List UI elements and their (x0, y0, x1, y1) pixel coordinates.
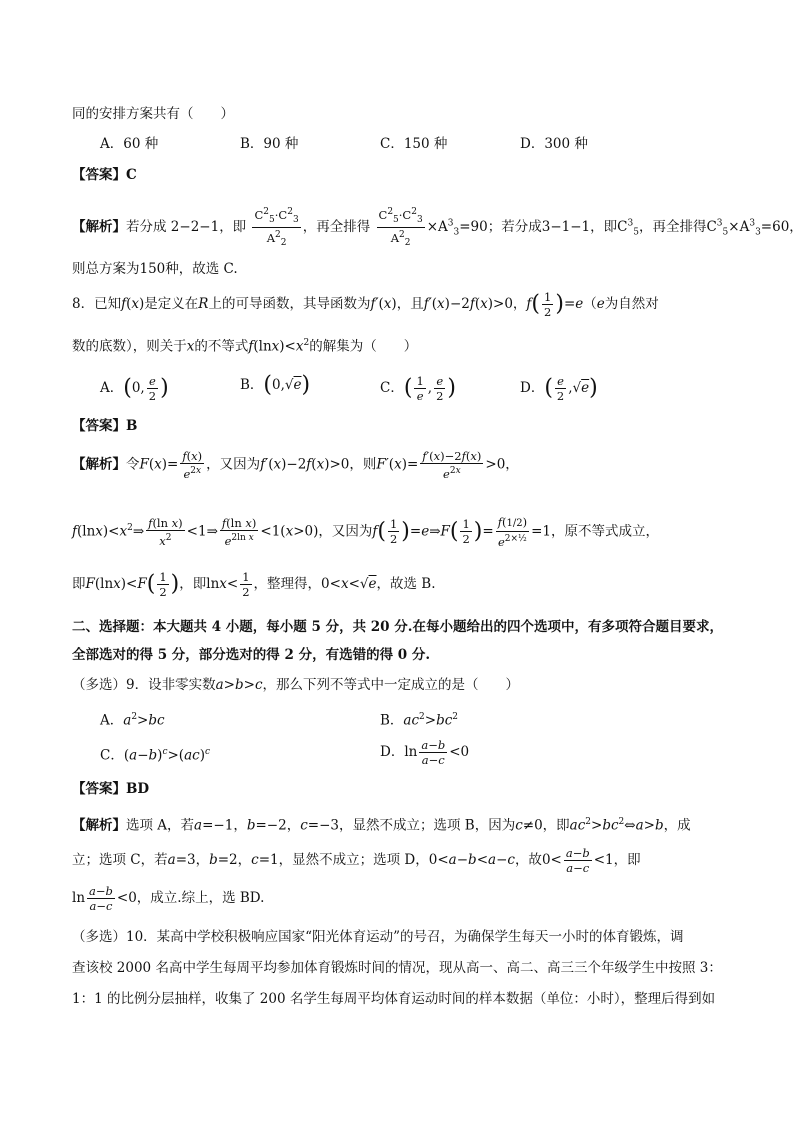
math-expr: 3−1−1 (541, 219, 591, 236)
math-expr: $C^3_5\times A^3_3=60$ (706, 218, 790, 238)
q10-stem-line2: 查该校 2000 名高中学生每周平均参加体育锻炼时间的情况，现从高一、高二、高三三个年级学生中按照 3： (72, 960, 722, 976)
math-expr: $\times A^3_3=90$ (426, 218, 488, 238)
section2-heading-line2: 全部选对的得 5 分，部分选对的得 2 分，有选错的得 0 分. (72, 647, 431, 663)
analysis-label: 【解析】 (72, 219, 126, 236)
q9-analysis-line1: 【解析】选项 A，若a=−1，b=−2，c=−3，显然不成立；选项 B，因为c≠0，即$ac^2>bc^2\Leftrightarrow a>b$，成 (72, 817, 691, 834)
math-fraction: $\frac{C^2_5\cdot C^2_3}{A^2_2}$ (378, 207, 423, 249)
q7-analysis-line1: 【解析】若分成 2−2−1，即 $\frac{C^2_5\cdot C^2_3}{A^2_2}$ ，再全排得 $\frac{C^2_5\cdot C^2_3}{A^2_2}$ $\times A^3_3=90$；若分成3−1−1，即$C^3_5$，再全排得$C^3_5\times A^3_3=60$， (72, 207, 803, 249)
q9-option-b: B．$ac^2>bc^2$ (380, 712, 459, 729)
q8-analysis-line1: 【解析】令F(x)= $\frac{f(x)}{e^{2x}}$ ，又因为f′(x)−2f(x)>0，则F′(x)= $\frac{f'(x)-2f(x)}{e^{2x}}$ >0， (72, 449, 519, 481)
q10-stem-line3: 1：1 的比例分层抽样，收集了 200 名学生每周平均体育运动时间的样本数据（单位：小时），整理后得到如 (72, 991, 716, 1007)
section2-heading-line1: 二、选择题：本大题共 4 小题，每小题 5 分，共 20 分.在每小题给出的四个选项中，有多项符合题目要求， (72, 619, 723, 635)
q8-answer: 【答案】B (72, 418, 138, 434)
q7-option-a: A．60 种 (100, 136, 159, 152)
math-expr: $C^3_5$ (617, 218, 639, 238)
q7-stem-tail: 同的安排方案共有（ ） (72, 106, 234, 122)
q9-answer: 【答案】BD (72, 781, 150, 797)
q10-stem-line1: （多选）10．某高中学校积极响应国家“阳光体育运动”的号召，为确保学生每天一小时的体育锻炼，调 (72, 929, 684, 945)
q9-option-c: C．$(a-b)^c>(ac)^c$ (100, 747, 211, 764)
q7-option-d: D．300 种 (520, 136, 588, 152)
q8-option-c: C．( $\frac{1}{e}$ , $\frac{e}{2}$ ) (380, 374, 456, 403)
q8-option-b: B．(0,√e) (240, 372, 311, 398)
q9-analysis-line3: ln $\frac{a-b}{a-c}$ <0，成立.综上，选 BD. (72, 884, 265, 913)
q9-option-d: D．ln $\frac{a-b}{a-c}$ <0 (380, 738, 470, 767)
q8-stem-line2: 数的底数），则关于x的不等式$f(\ln x)<x^2$的解集为（ ） (72, 338, 418, 355)
q7-option-c: C．150 种 (380, 136, 448, 152)
q8-option-d: D．( $\frac{e}{2}$ ,√e) (520, 374, 598, 403)
q9-option-a: A．$a^2>bc$ (100, 712, 165, 729)
q8-option-a: A．(0, $\frac{e}{2}$ ) (100, 374, 169, 403)
math-expr: 2−2−1 (170, 219, 220, 236)
math-fraction: $\frac{C^2_5\cdot C^2_3}{A^2_2}$ (254, 207, 299, 249)
q7-answer: 【答案】C (72, 167, 137, 183)
q8-analysis-line2: $f(\ln x)<x^2\Rightarrow$ $\frac{\text{f(ln x)}}{x^2}$ <1⇒ $\frac{\text{f(ln x)}}{e^{2ln x}}$ <1(x>0)，又因为f( $\frac{1}{2}$ )=e⇒F( $\frac{1}{2}$ )= $\frac{f(1/2)}{e^{2\times\frac{1}{2}}}$ =1，原不等式成立， (72, 515, 659, 549)
q8-analysis-line3: 即F(lnx)<F( $\frac{1}{2}$ )，即lnx< $\frac{1}{2}$ ，整理得，0<x<√e，故选 B. (72, 570, 436, 599)
q9-stem: （多选）9．设非零实数a>b>c，那么下列不等式中一定成立的是（ ） (72, 677, 519, 693)
q7-option-b: B．90 种 (240, 136, 299, 152)
q9-analysis-line2: 立；选项 C，若a=3，b=2，c=1，显然不成立；选项 D，0<a−b<a−c，故0< $\frac{a-b}{a-c}$ <1，即 (72, 846, 641, 875)
q8-stem-line1: 8．已知f(x)是定义在R上的可导函数，其导函数为f′(x)，且f′(x)−2f(x)>0，f( $\frac{1}{2}$ )=e（e为自然对 (72, 290, 659, 319)
q7-analysis-line2: 则总方案为150种，故选 C. (72, 261, 238, 277)
